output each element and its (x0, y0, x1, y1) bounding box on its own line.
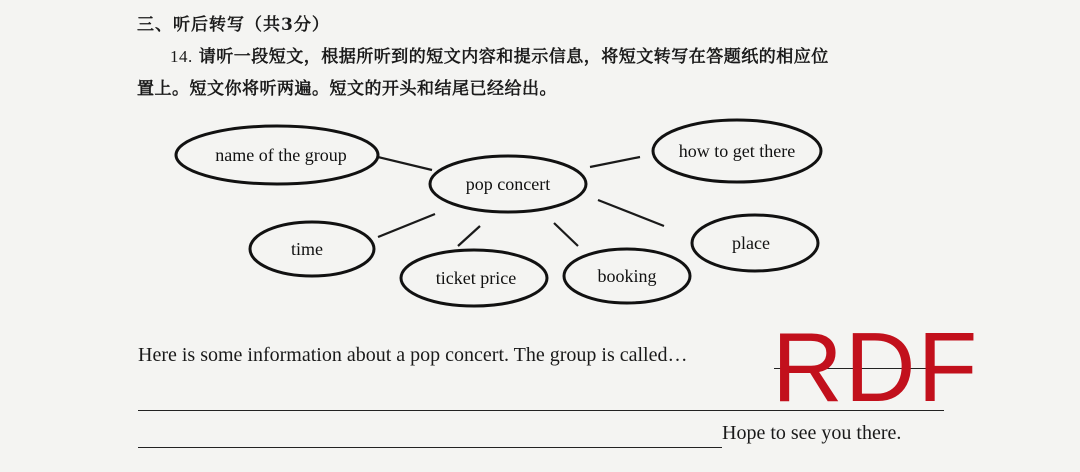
node-booking (564, 249, 690, 303)
node-pop-concert-label: pop concert (465, 174, 551, 194)
answer-blank-3[interactable] (138, 447, 722, 448)
connector-ticket-price (458, 226, 480, 246)
node-group-name-label: name of the group (215, 145, 347, 165)
node-pop-concert (430, 156, 586, 212)
node-time (250, 222, 374, 276)
node-ticket-price (401, 250, 547, 306)
node-group-name (176, 126, 378, 184)
connector-booking (554, 223, 578, 246)
node-directions (653, 120, 821, 182)
node-ticket-price-label: ticket price (435, 268, 517, 288)
passage-opening: Here is some information about a pop concert. The group is called… (138, 344, 688, 366)
section-title: 三、听后转写（共3分） (137, 15, 330, 35)
question-number: 14. (170, 47, 193, 66)
instruction-line-2: 置上。短文你将听两遍。短文的开头和结尾已经给出。 (137, 79, 557, 99)
node-place-label: place (732, 233, 770, 253)
connector-directions (590, 157, 640, 167)
connector-place (598, 200, 664, 226)
watermark-logo: RDF (772, 312, 980, 422)
connector-group-name (378, 157, 432, 170)
node-booking-label: booking (597, 266, 657, 286)
node-place (692, 215, 818, 271)
instruction-text-1: 请听一段短文，根据所听到的短文内容和提示信息，将短文转写在答题纸的相应位 (198, 47, 829, 67)
passage-closing: Hope to see you there. (722, 422, 902, 444)
node-time-label: time (291, 239, 323, 259)
node-directions-label: how to get there (678, 141, 796, 161)
connector-time (378, 214, 435, 237)
